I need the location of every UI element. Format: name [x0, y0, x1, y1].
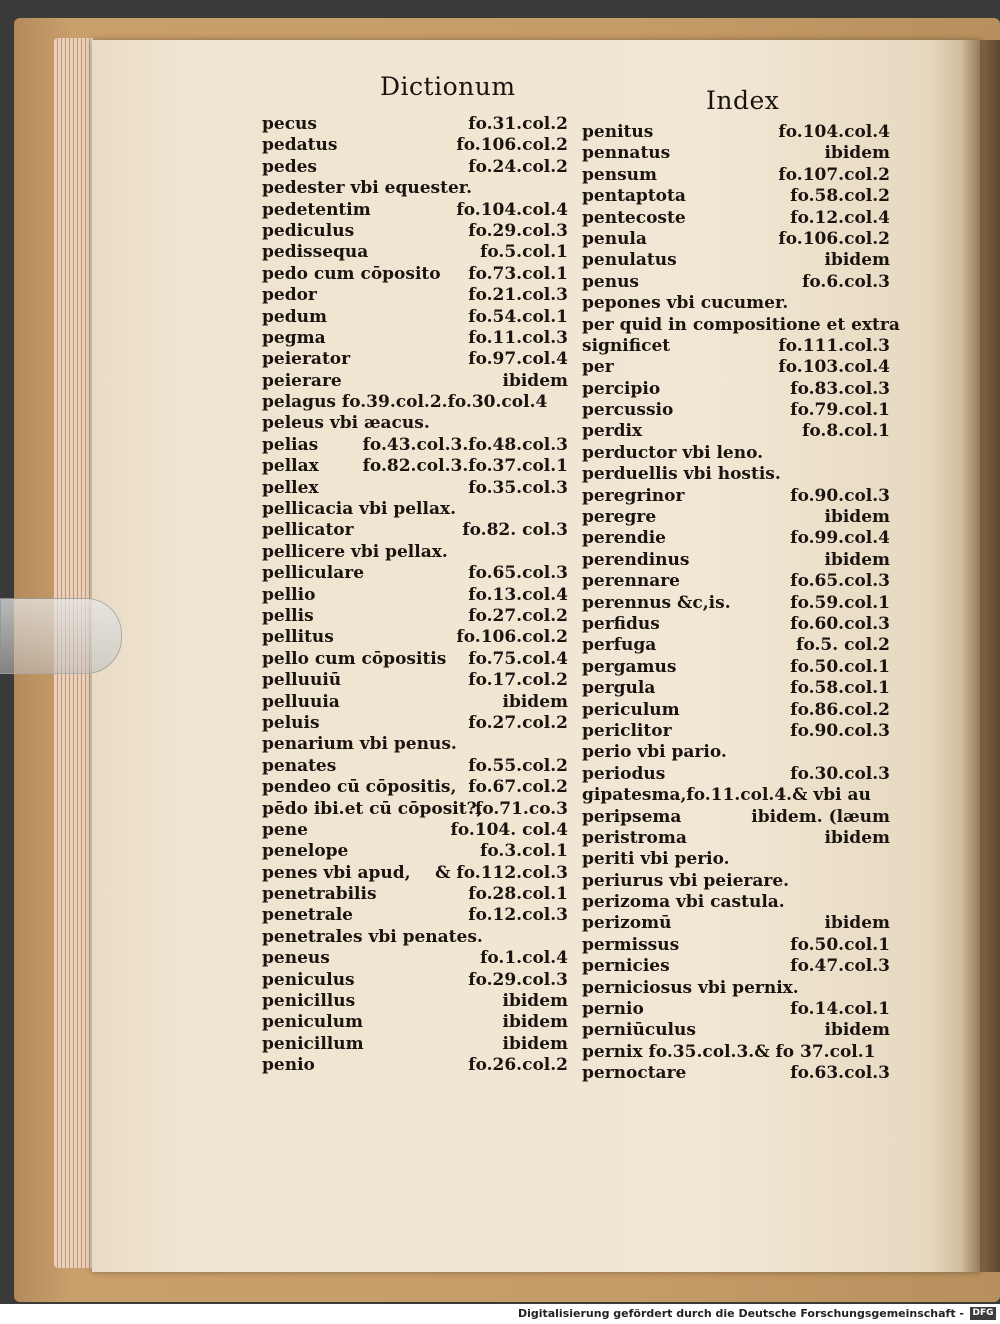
index-term: pellitus — [262, 627, 334, 648]
index-entry — [262, 905, 568, 926]
index-reference: fo.67.col.2 — [468, 777, 568, 798]
index-term: peniculum — [262, 1012, 364, 1033]
index-reference: fo.99.col.4 — [790, 528, 890, 549]
index-term: peneus — [262, 948, 330, 969]
index-reference: fo.97.col.4 — [468, 349, 568, 370]
index-column-right — [582, 122, 900, 1085]
index-entry — [262, 221, 568, 242]
index-entry — [582, 528, 890, 549]
index-reference: ibidem — [824, 143, 890, 164]
index-entry — [582, 978, 890, 999]
index-entry — [582, 571, 890, 592]
index-reference: fo.26.col.2 — [468, 1055, 568, 1076]
index-term: penus — [582, 271, 639, 292]
index-entry — [582, 143, 890, 164]
index-entry — [262, 884, 568, 905]
index-term: perendinus — [582, 549, 690, 570]
index-term: peregre — [582, 507, 657, 528]
index-entry — [582, 507, 890, 528]
index-entry — [262, 1055, 568, 1076]
index-reference: fo.27.col.2 — [468, 605, 568, 626]
index-entry — [582, 486, 890, 507]
index-entry — [262, 114, 568, 135]
footer-bar — [0, 1304, 1000, 1324]
dfg-logo: DFG — [970, 1307, 996, 1320]
index-reference: fo.14.col.1 — [790, 999, 890, 1020]
index-term: per quid in compositione et extra — [582, 314, 900, 335]
index-term: pentaptota — [582, 186, 686, 207]
index-reference: ibidem — [824, 549, 890, 570]
index-entry — [262, 606, 568, 627]
index-term: perductor vbi leno. — [582, 442, 764, 463]
index-term: perennus &c,is. — [582, 592, 731, 613]
index-reference: fo.104. col.4 — [450, 819, 568, 840]
index-entry — [582, 807, 890, 828]
index-reference: ibidem — [824, 913, 890, 934]
index-term: pelluuia — [262, 691, 340, 712]
index-entry — [582, 635, 890, 656]
index-entry — [262, 649, 568, 670]
index-reference: fo.90.col.3 — [790, 485, 890, 506]
index-entry — [582, 764, 890, 785]
index-entry — [262, 1034, 568, 1055]
index-reference: fo.47.col.3 — [790, 956, 890, 977]
index-term: perennare — [582, 571, 680, 592]
index-term: pentecoste — [582, 207, 686, 228]
index-entry — [262, 157, 568, 178]
index-entry — [582, 165, 890, 186]
index-term: perizomū — [582, 913, 672, 934]
index-entry — [582, 849, 890, 870]
index-entry — [262, 178, 568, 199]
index-term: pergamus — [582, 656, 677, 677]
index-reference: fo.111.col.3 — [778, 335, 890, 356]
index-term: pellicator — [262, 520, 354, 541]
index-term: pendeo cū cōpositis, — [262, 777, 457, 798]
index-term: penulatus — [582, 250, 677, 271]
index-reference: fo.13.col.4 — [468, 584, 568, 605]
index-reference: ibidem — [824, 1020, 890, 1041]
index-term: penicillum — [262, 1033, 364, 1054]
index-term: penetrale — [262, 905, 353, 926]
index-entry — [582, 250, 890, 271]
index-reference: fo.5. col.2 — [796, 635, 890, 656]
index-term: perfuga — [582, 635, 657, 656]
index-entry — [262, 841, 568, 862]
index-term: pelliculare — [262, 563, 365, 584]
index-entry — [262, 542, 568, 563]
index-entry — [582, 122, 890, 143]
index-reference: fo.28.col.1 — [468, 884, 568, 905]
index-term: peniculus — [262, 969, 355, 990]
header-left-title: Dictionum — [380, 72, 516, 101]
index-term: pedor — [262, 285, 317, 306]
index-term: pelias — [262, 434, 319, 455]
index-term: perio vbi pario. — [582, 742, 727, 763]
index-reference: fo.6.col.3 — [802, 271, 890, 292]
index-term: pedissequa — [262, 242, 369, 263]
index-term: pernoctare — [582, 1063, 687, 1084]
index-term: pernio — [582, 999, 644, 1020]
index-reference: fo.54.col.1 — [468, 306, 568, 327]
index-term: pene — [262, 819, 308, 840]
index-entry — [262, 756, 568, 777]
index-entry — [582, 956, 890, 977]
index-term: periti vbi perio. — [582, 849, 730, 870]
index-term: periclitor — [582, 720, 672, 741]
index-term: pensum — [582, 164, 657, 185]
index-entry — [582, 1063, 890, 1084]
index-entry — [262, 242, 568, 263]
index-term: pedatus — [262, 135, 338, 156]
index-reference: fo.12.col.4 — [790, 207, 890, 228]
index-term: pellicere vbi pellax. — [262, 541, 448, 562]
index-entry — [262, 392, 568, 413]
index-entry — [582, 550, 890, 571]
index-term: peierator — [262, 349, 351, 370]
index-entry — [582, 999, 890, 1020]
index-entry — [582, 357, 890, 378]
index-entry — [262, 863, 568, 884]
index-reference: fo.55.col.2 — [468, 755, 568, 776]
index-reference: fo.83.col.3 — [790, 378, 890, 399]
index-entry — [582, 614, 890, 635]
index-entry — [582, 828, 890, 849]
index-entry — [262, 285, 568, 306]
index-reference: fo.3.col.1 — [480, 841, 568, 862]
index-entry — [582, 186, 890, 207]
index-entry — [582, 336, 890, 357]
index-term: penates — [262, 755, 337, 776]
index-reference: fo.104.col.4 — [456, 199, 568, 220]
index-entry — [582, 700, 890, 721]
index-reference: fo.30.col.3 — [790, 763, 890, 784]
index-entry — [262, 328, 568, 349]
index-reference: fo.21.col.3 — [468, 285, 568, 306]
index-reference: fo.50.col.1 — [790, 934, 890, 955]
index-term: perniciosus vbi pernix. — [582, 977, 799, 998]
index-entry — [582, 742, 890, 763]
index-term: peierare — [262, 370, 342, 391]
index-entry — [582, 678, 890, 699]
index-term: pegma — [262, 327, 326, 348]
index-reference: fo.106.col.2 — [456, 135, 568, 156]
index-entry — [262, 371, 568, 392]
index-entry — [582, 272, 890, 293]
index-entry — [262, 734, 568, 755]
index-entry — [262, 927, 568, 948]
index-entry — [582, 935, 890, 956]
index-reference: ibidem — [502, 691, 568, 712]
index-term: peristroma — [582, 827, 687, 848]
index-term: percussio — [582, 400, 674, 421]
index-term: significet — [582, 335, 671, 356]
index-reference: fo.82.col.3.fo.37.col.1 — [362, 456, 568, 477]
index-entry — [262, 670, 568, 691]
index-term: pennatus — [582, 143, 671, 164]
index-entry — [262, 970, 568, 991]
index-term: periurus vbi peierare. — [582, 870, 790, 891]
index-term: penelope — [262, 841, 349, 862]
index-reference: fo.29.col.3 — [468, 220, 568, 241]
index-reference: ibidem — [502, 991, 568, 1012]
index-entry — [582, 593, 890, 614]
index-term: perdix — [582, 421, 643, 442]
index-reference: fo.107.col.2 — [778, 164, 890, 185]
index-reference: fo.60.col.3 — [790, 613, 890, 634]
index-reference: fo.106.col.2 — [778, 228, 890, 249]
index-reference: fo.11.col.3 — [468, 327, 568, 348]
index-entry — [262, 200, 568, 221]
index-reference: fo.58.col.1 — [790, 678, 890, 699]
index-reference: fo.1.col.4 — [480, 948, 568, 969]
index-term: penio — [262, 1055, 315, 1076]
index-term: pedes — [262, 156, 317, 177]
index-term: penitus — [582, 122, 654, 142]
index-reference: fo.17.col.2 — [468, 670, 568, 691]
index-term: penetrales vbi penates. — [262, 926, 483, 947]
index-reference: fo.75.col.4 — [468, 648, 568, 669]
index-term: pellio — [262, 584, 316, 605]
index-entry — [262, 520, 568, 541]
index-entry — [582, 892, 890, 913]
index-reference: fo.90.col.3 — [790, 720, 890, 741]
spine-shadow — [960, 40, 1000, 1272]
index-reference: ibidem — [502, 1012, 568, 1033]
index-entry — [582, 314, 900, 336]
index-reference: fo.5.col.1 — [480, 242, 568, 263]
index-term: pepones vbi cucumer. — [582, 293, 789, 314]
index-reference: fo.27.col.2 — [468, 712, 568, 733]
index-entry — [582, 913, 890, 934]
index-entry — [582, 208, 890, 229]
index-entry — [582, 379, 890, 400]
index-reference: fo.106.col.2 — [456, 627, 568, 648]
index-entry — [582, 421, 890, 442]
index-term: pello cum cōpositis — [262, 648, 447, 669]
index-term: pelluuiū — [262, 670, 342, 691]
index-entry — [262, 627, 568, 648]
index-term: periculum — [582, 699, 680, 720]
index-reference: fo.50.col.1 — [790, 656, 890, 677]
index-term: peleus vbi æacus. — [262, 413, 430, 434]
index-reference: fo.104.col.4 — [778, 122, 890, 142]
index-reference: fo.65.col.3 — [468, 563, 568, 584]
index-entry — [262, 264, 568, 285]
index-entry — [262, 713, 568, 734]
index-column-left — [262, 114, 568, 1077]
index-term: perduellis vbi hostis. — [582, 464, 781, 485]
header-right-title: Index — [706, 86, 780, 115]
index-term: pedo cum cōposito — [262, 263, 441, 284]
index-reference: fo.79.col.1 — [790, 400, 890, 421]
index-term: penarium vbi penus. — [262, 734, 457, 755]
index-term: pedetentim — [262, 199, 371, 220]
index-term: pecus — [262, 114, 317, 134]
index-entry — [262, 692, 568, 713]
index-entry — [262, 585, 568, 606]
index-term: perizoma vbi castula. — [582, 892, 785, 913]
index-reference: ibidem — [502, 1033, 568, 1054]
index-reference: fo.63.col.3 — [790, 1063, 890, 1084]
index-entry — [582, 1042, 890, 1063]
index-entry — [262, 799, 568, 820]
index-reference: ibidem — [824, 507, 890, 528]
index-term: penula — [582, 228, 647, 249]
index-reference: fo.43.col.3.fo.48.col.3 — [362, 434, 568, 455]
index-reference: fo.82. col.3 — [462, 520, 568, 541]
index-reference: ibidem. (læum — [751, 806, 890, 827]
index-reference: fo.65.col.3 — [790, 571, 890, 592]
index-reference: fo.31.col.2 — [468, 114, 568, 134]
index-reference: fo.12.col.3 — [468, 905, 568, 926]
index-entry — [262, 413, 568, 434]
index-term: pēdo ibi.et cū cōposit?, — [262, 798, 483, 819]
index-reference: fo.24.col.2 — [468, 156, 568, 177]
index-term: pellex — [262, 477, 319, 498]
index-entry — [262, 307, 568, 328]
index-term: pedum — [262, 306, 327, 327]
index-entry — [582, 400, 890, 421]
index-term: pernicies — [582, 956, 670, 977]
index-reference: fo.59.col.1 — [790, 592, 890, 613]
index-entry — [262, 991, 568, 1012]
index-reference: fo.8.col.1 — [802, 421, 890, 442]
index-reference: fo.73.col.1 — [468, 263, 568, 284]
index-term: pediculus — [262, 220, 355, 241]
index-entry — [262, 456, 568, 477]
index-entry — [582, 785, 890, 806]
index-entry — [582, 464, 890, 485]
index-entry — [262, 349, 568, 370]
index-entry — [582, 293, 890, 314]
index-term: penetrabilis — [262, 884, 377, 905]
footer-credit: Digitalisierung gefördert durch die Deutsche Forschungsgemeinschaft - — [517, 1307, 964, 1320]
index-term: percipio — [582, 378, 661, 399]
index-term: per — [582, 357, 614, 378]
index-entry — [262, 777, 568, 798]
index-entry — [262, 948, 568, 969]
index-entry — [262, 1012, 568, 1033]
index-entry — [582, 657, 890, 678]
index-reference: ibidem — [502, 370, 568, 391]
index-entry — [582, 871, 890, 892]
index-term: pedester vbi equester. — [262, 178, 473, 199]
index-term: perendie — [582, 528, 666, 549]
index-term: peregrinor — [582, 485, 685, 506]
index-term: gipatesma,fo.11.col.4.& vbi au — [582, 785, 871, 806]
index-entry — [582, 1020, 890, 1041]
index-reference: ibidem — [824, 250, 890, 271]
index-entry — [262, 135, 568, 156]
index-term: pelagus fo.39.col.2.fo.30.col.4 — [262, 392, 548, 413]
index-entry — [582, 229, 890, 250]
index-reference: ibidem — [824, 827, 890, 848]
index-reference: fo.58.col.2 — [790, 186, 890, 207]
index-term: pellicacia vbi pellax. — [262, 499, 457, 520]
index-term: penicillus — [262, 991, 356, 1012]
index-term: pernix fo.35.col.3.& fo 37.col.1 — [582, 1041, 876, 1062]
index-reference: fo.29.col.3 — [468, 969, 568, 990]
index-entry — [262, 478, 568, 499]
index-term: pergula — [582, 678, 656, 699]
index-term: pellis — [262, 605, 314, 626]
index-entry — [262, 820, 568, 841]
index-entry — [582, 721, 890, 742]
index-term: permissus — [582, 934, 680, 955]
index-entry — [262, 435, 568, 456]
index-entry — [582, 443, 890, 464]
index-term: peluis — [262, 712, 320, 733]
index-reference: fo.86.col.2 — [790, 699, 890, 720]
index-term: peripsema — [582, 806, 682, 827]
index-term: perfidus — [582, 613, 660, 634]
index-reference: fo.71.co.3 — [475, 798, 568, 819]
index-term: perniūculus — [582, 1020, 696, 1041]
index-reference: fo.103.col.4 — [778, 357, 890, 378]
index-entry — [262, 499, 568, 520]
index-term: periodus — [582, 763, 666, 784]
index-reference: fo.35.col.3 — [468, 477, 568, 498]
index-term: penes vbi apud, — [262, 862, 411, 883]
index-reference: & fo.112.col.3 — [435, 862, 568, 883]
index-term: pellax — [262, 456, 319, 477]
page-clip — [0, 598, 122, 674]
index-entry — [262, 563, 568, 584]
